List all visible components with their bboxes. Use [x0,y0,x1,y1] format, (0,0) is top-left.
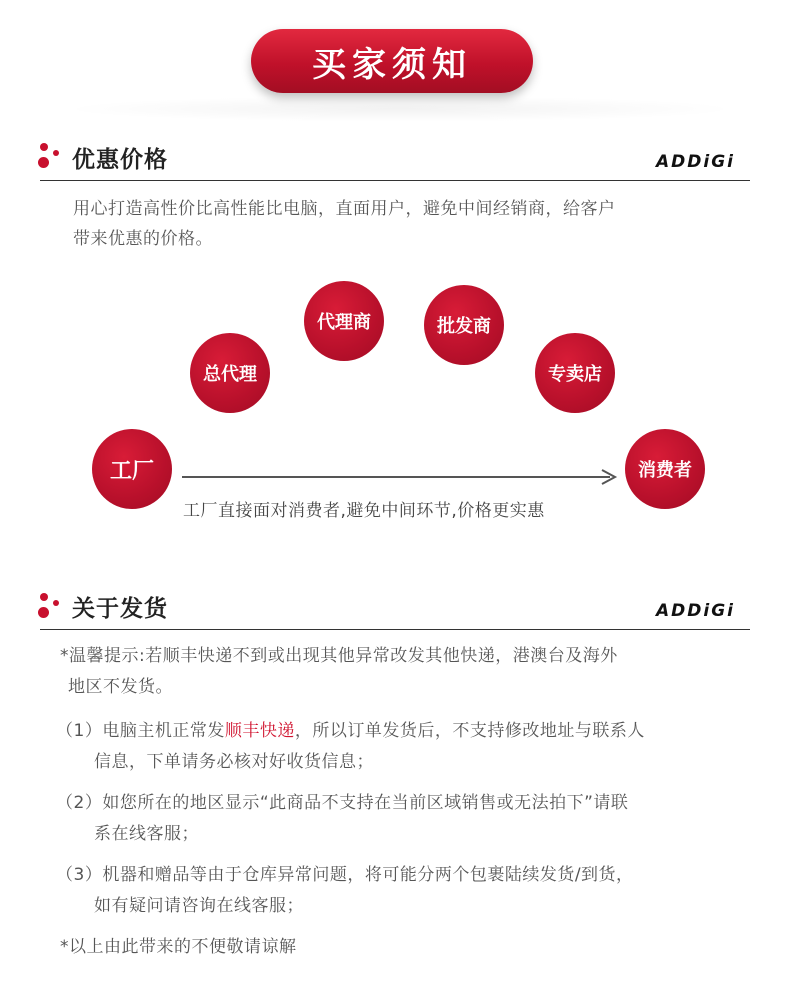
item3-line1: （3）机器和赠品等由于仓库异常问题，将可能分两个包裹陆续发货/到货， [56,865,634,885]
item1-line1 [56,716,756,747]
node-wholesaler-label: 批发商 [437,316,491,337]
node-consumer [625,429,705,509]
brand-logo: ADDiGi [656,152,735,172]
node-wholesaler [424,285,504,365]
page-banner [251,29,533,93]
item1-line2: 信息，下单请务必核对好收货信息； [94,752,374,772]
node-general-agent [190,333,270,413]
node-agent [304,281,384,361]
node-factory [92,429,172,509]
item2-line1: （2）如您所在的地区显示“此商品不支持在当前区域销售或无法拍下”请联 [56,793,629,813]
diagram-caption: 工厂直接面对消费者,避免中间环节,价格更实惠 [183,501,545,521]
price-desc-line1: 用心打造高性价比高性能比电脑，直面用户，避免中间经销商，给客户 [73,199,616,219]
section-divider [40,180,750,181]
node-general-agent-label: 总代理 [203,364,257,385]
direct-arrow [182,476,610,478]
section-bullet-icon [38,142,62,168]
section-divider [40,629,750,630]
price-description [73,194,753,254]
section-bullet-icon [38,592,62,618]
section-title-shipping: 关于发货 [72,596,168,622]
node-factory-label: 工厂 [109,458,154,484]
arrow-head-icon [600,469,618,485]
item1-prefix: （1）电脑主机正常发 [56,721,225,741]
shipping-item-2 [56,788,756,850]
node-store [535,333,615,413]
node-agent-label: 代理商 [317,312,371,333]
price-desc-line2: 带来优惠的价格。 [73,229,213,249]
banner-shadow [60,96,740,122]
notice-line1: *温馨提示:若顺丰快递不到或出现其他异常改发其他快递，港澳台及海外 [60,646,618,666]
brand-logo: ADDiGi [656,601,735,621]
shipping-notice [60,641,750,703]
section-title-price: 优惠价格 [72,147,168,173]
banner-title: 买家须知 [312,44,472,85]
shipping-item-1 [56,716,756,778]
shipping-footer-note: *以上由此带来的不便敬请谅解 [60,937,297,957]
notice-line2: 地区不发货。 [68,677,173,697]
item2-line2: 系在线客服； [94,824,199,844]
item1-rest: ，所以订单发货后，不支持修改地址与联系人 [294,721,645,741]
shipping-item-3 [56,860,756,922]
item1-highlight: 顺丰快递 [224,721,295,741]
node-consumer-label: 消费者 [638,460,692,481]
item3-line2: 如有疑问请咨询在线客服； [94,896,304,916]
node-store-label: 专卖店 [548,364,602,385]
